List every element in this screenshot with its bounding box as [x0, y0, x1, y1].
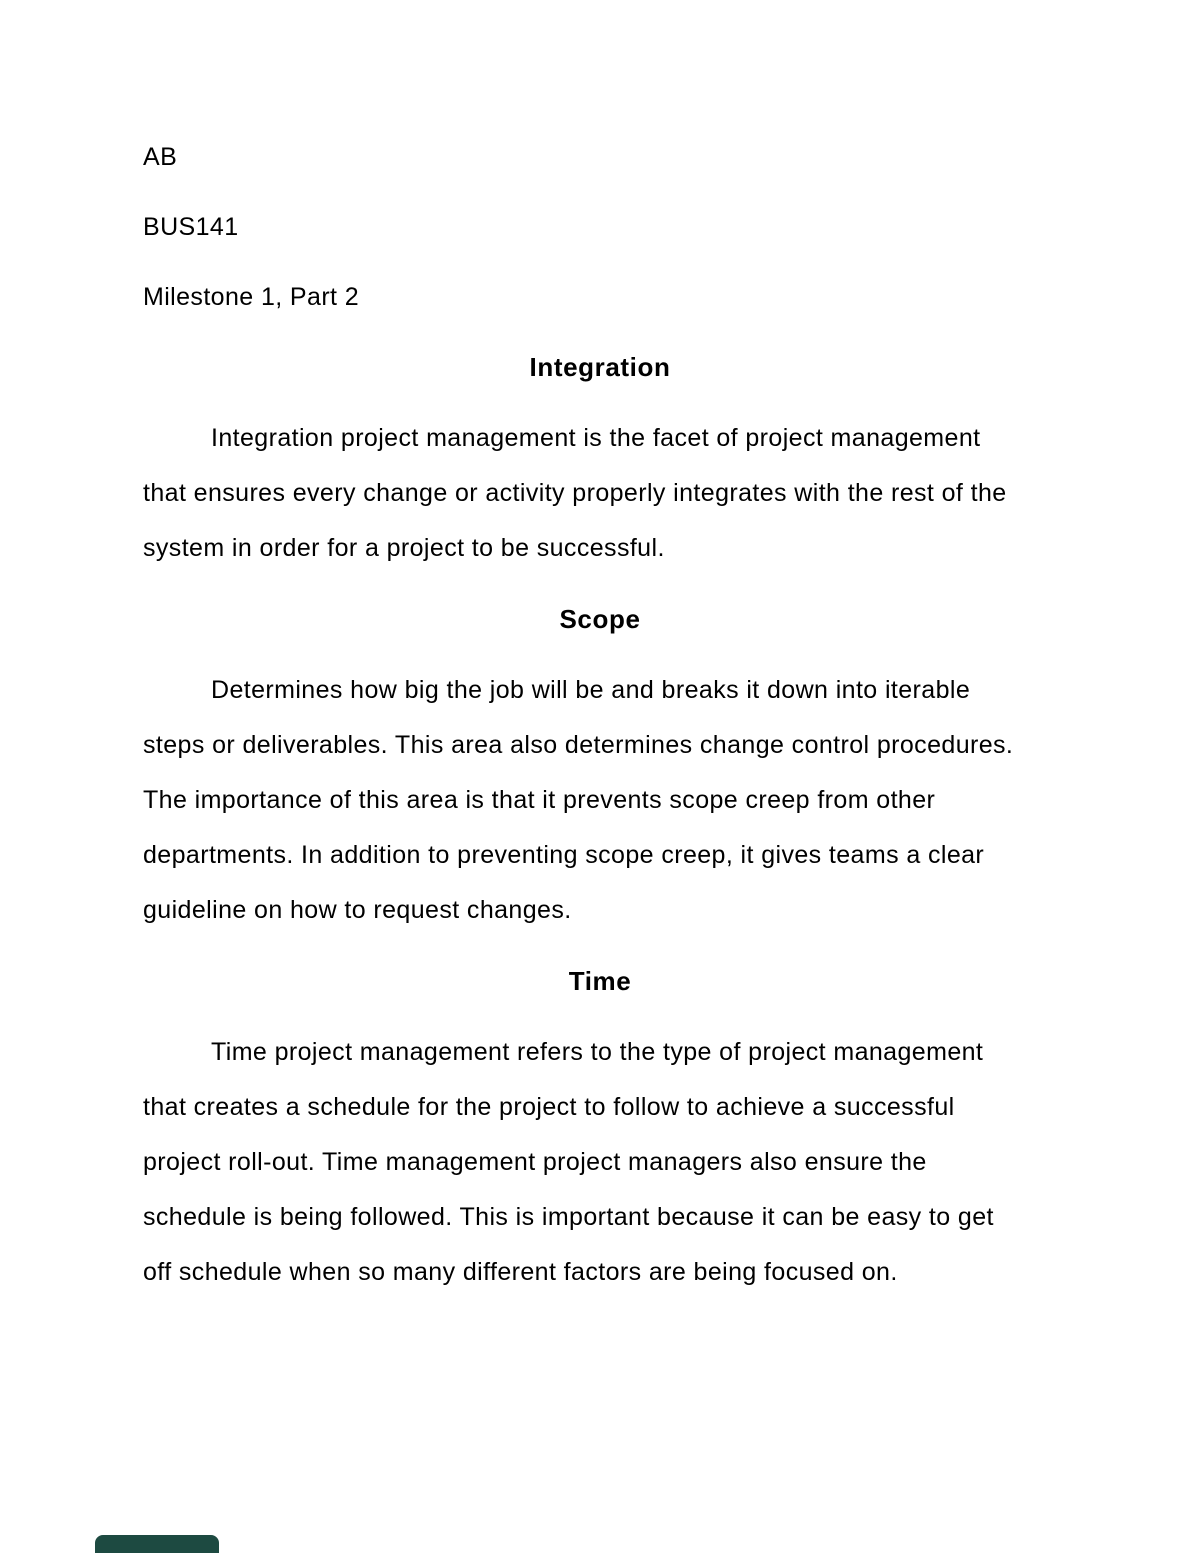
section-heading-integration: Integration — [529, 352, 671, 382]
paragraph-time — [143, 1025, 1057, 1300]
section-scope — [143, 592, 1057, 938]
text-line: Integration project management is the facet of project management — [211, 424, 981, 452]
text-line: that ensures every change or activity properly integrates with the rest of the — [143, 479, 1007, 507]
section-integration — [143, 340, 1057, 576]
text-line: that creates a schedule for the project to follow to achieve a successful — [143, 1093, 955, 1121]
text-line: project roll-out. Time management project managers also ensure the — [143, 1148, 927, 1176]
text-line: steps or deliverables. This area also determines change control procedures. — [143, 731, 1014, 759]
section-time — [143, 954, 1057, 1300]
page-badge-partial — [95, 1535, 219, 1553]
text-line: guideline on how to request changes. — [143, 896, 572, 924]
text-line: The importance of this area is that it prevents scope creep from other — [143, 786, 936, 814]
section-heading-time: Time — [568, 966, 632, 996]
paragraph-integration — [143, 411, 1057, 576]
assignment-title: Milestone 1, Part 2 — [143, 283, 360, 311]
course-code: BUS141 — [143, 213, 239, 241]
text-line: Determines how big the job will be and breaks it down into iterable — [211, 676, 971, 704]
paragraph-scope — [143, 663, 1057, 938]
author-initials: AB — [143, 143, 178, 171]
text-line: departments. In addition to preventing scope creep, it gives teams a clear — [143, 841, 985, 869]
text-line: Time project management refers to the type of project management — [211, 1038, 984, 1066]
text-line: schedule is being followed. This is important because it can be easy to get — [143, 1203, 994, 1231]
text-line: off schedule when so many different factors are being focused on. — [143, 1258, 898, 1286]
text-line: system in order for a project to be successful. — [143, 534, 665, 562]
section-heading-scope: Scope — [559, 604, 641, 634]
